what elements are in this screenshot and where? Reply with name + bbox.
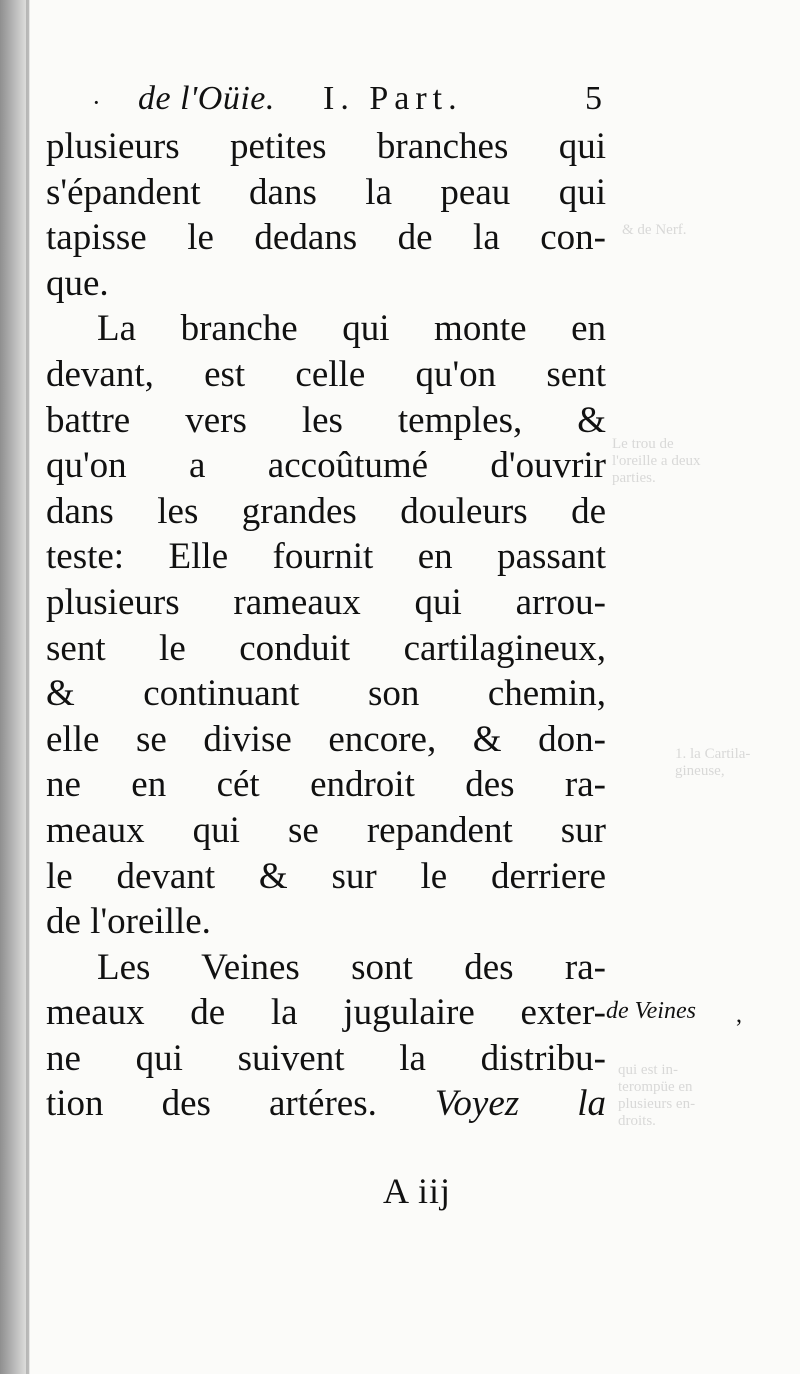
text-line: s'épandent dans la peau qui: [46, 171, 606, 213]
signature-mark: A iij: [383, 1171, 452, 1211]
header-ornament: ·: [92, 88, 101, 117]
text-line: teste: Elle fournit en passant: [46, 536, 606, 578]
show-through-bleed: & de Nerf.: [622, 222, 687, 238]
page-number: 5: [585, 80, 602, 117]
text-line: que.: [46, 262, 109, 304]
text-line: battre vers les temples, &: [46, 399, 606, 441]
text-line: ne qui suivent la distribu-: [46, 1037, 606, 1079]
show-through-bleed: qui est in- terompüe en plusieurs en- droits.: [618, 1062, 696, 1129]
show-through-bleed: 1. la Cartila- gineuse,: [675, 746, 751, 779]
running-head: [80, 80, 610, 122]
margin-note: de Veines: [606, 998, 696, 1024]
text-line: qu'on a accoûtumé d'ouvrir: [46, 445, 606, 487]
text-line: plusieurs rameaux qui arrou-: [46, 581, 606, 623]
paragraph-first-line: La branche qui monte en: [97, 308, 606, 350]
body-text: [46, 124, 606, 1127]
text-line: tapisse le dedans de la con-: [46, 217, 606, 259]
text-line-last: [46, 1081, 606, 1127]
text-line: & continuant son chemin,: [46, 673, 606, 715]
text-line: meaux de la jugulaire exter-: [46, 992, 606, 1034]
running-title: de l'Oüie.: [138, 80, 275, 117]
text-line: ne en cét endroit des ra-: [46, 764, 606, 806]
last-line-text: tion des artéres.: [46, 1083, 377, 1125]
text-line: meaux qui se repandent sur: [46, 809, 606, 851]
text-line: de l'oreille.: [46, 901, 211, 943]
paragraph-first-line: Les Veines sont des ra-: [97, 946, 606, 988]
margin-note-punct: ,: [736, 1002, 742, 1028]
part-label: I. Part.: [323, 80, 463, 117]
cross-reference: Voyez la: [434, 1083, 606, 1125]
text-line: devant, est celle qu'on sent: [46, 353, 606, 395]
text-line: dans les grandes douleurs de: [46, 490, 606, 532]
text-line: elle se divise encore, & don-: [46, 718, 606, 760]
text-line: sent le conduit cartilagineux,: [46, 627, 606, 669]
text-line: le devant & sur le derriere: [46, 855, 606, 897]
show-through-bleed: Le trou de l'oreille a deux parties.: [612, 436, 701, 486]
text-line: plusieurs petites branches qui: [46, 126, 606, 167]
gutter-shadow: [26, 0, 29, 1374]
